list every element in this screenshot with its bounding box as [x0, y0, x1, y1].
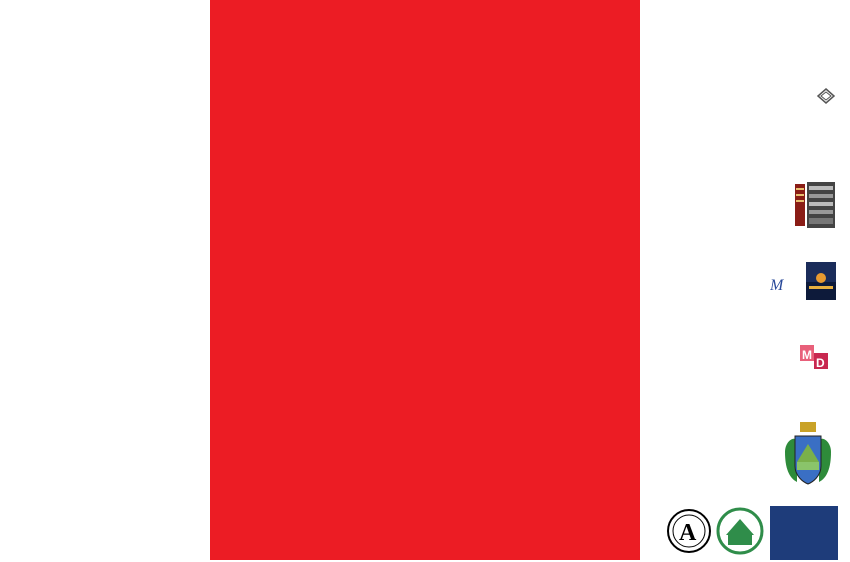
ingegneri-logo-icon — [716, 505, 764, 562]
building-logo-icon — [794, 180, 836, 230]
svg-text:D: D — [816, 356, 825, 370]
seal-a-logo-icon — [666, 508, 712, 559]
svg-text:A: A — [679, 520, 697, 546]
svg-text:M: M — [770, 277, 784, 294]
accademia-logo — [770, 506, 838, 560]
md-logo-icon — [800, 345, 828, 386]
residence-logo-icon — [770, 272, 786, 301]
program-panel — [210, 0, 640, 560]
alfa-logo-icon — [816, 88, 836, 109]
left-title-panel — [0, 0, 210, 560]
residence-photo-icon — [806, 262, 836, 300]
comune-crest-icon — [783, 422, 833, 497]
svg-text:M: M — [802, 348, 812, 362]
